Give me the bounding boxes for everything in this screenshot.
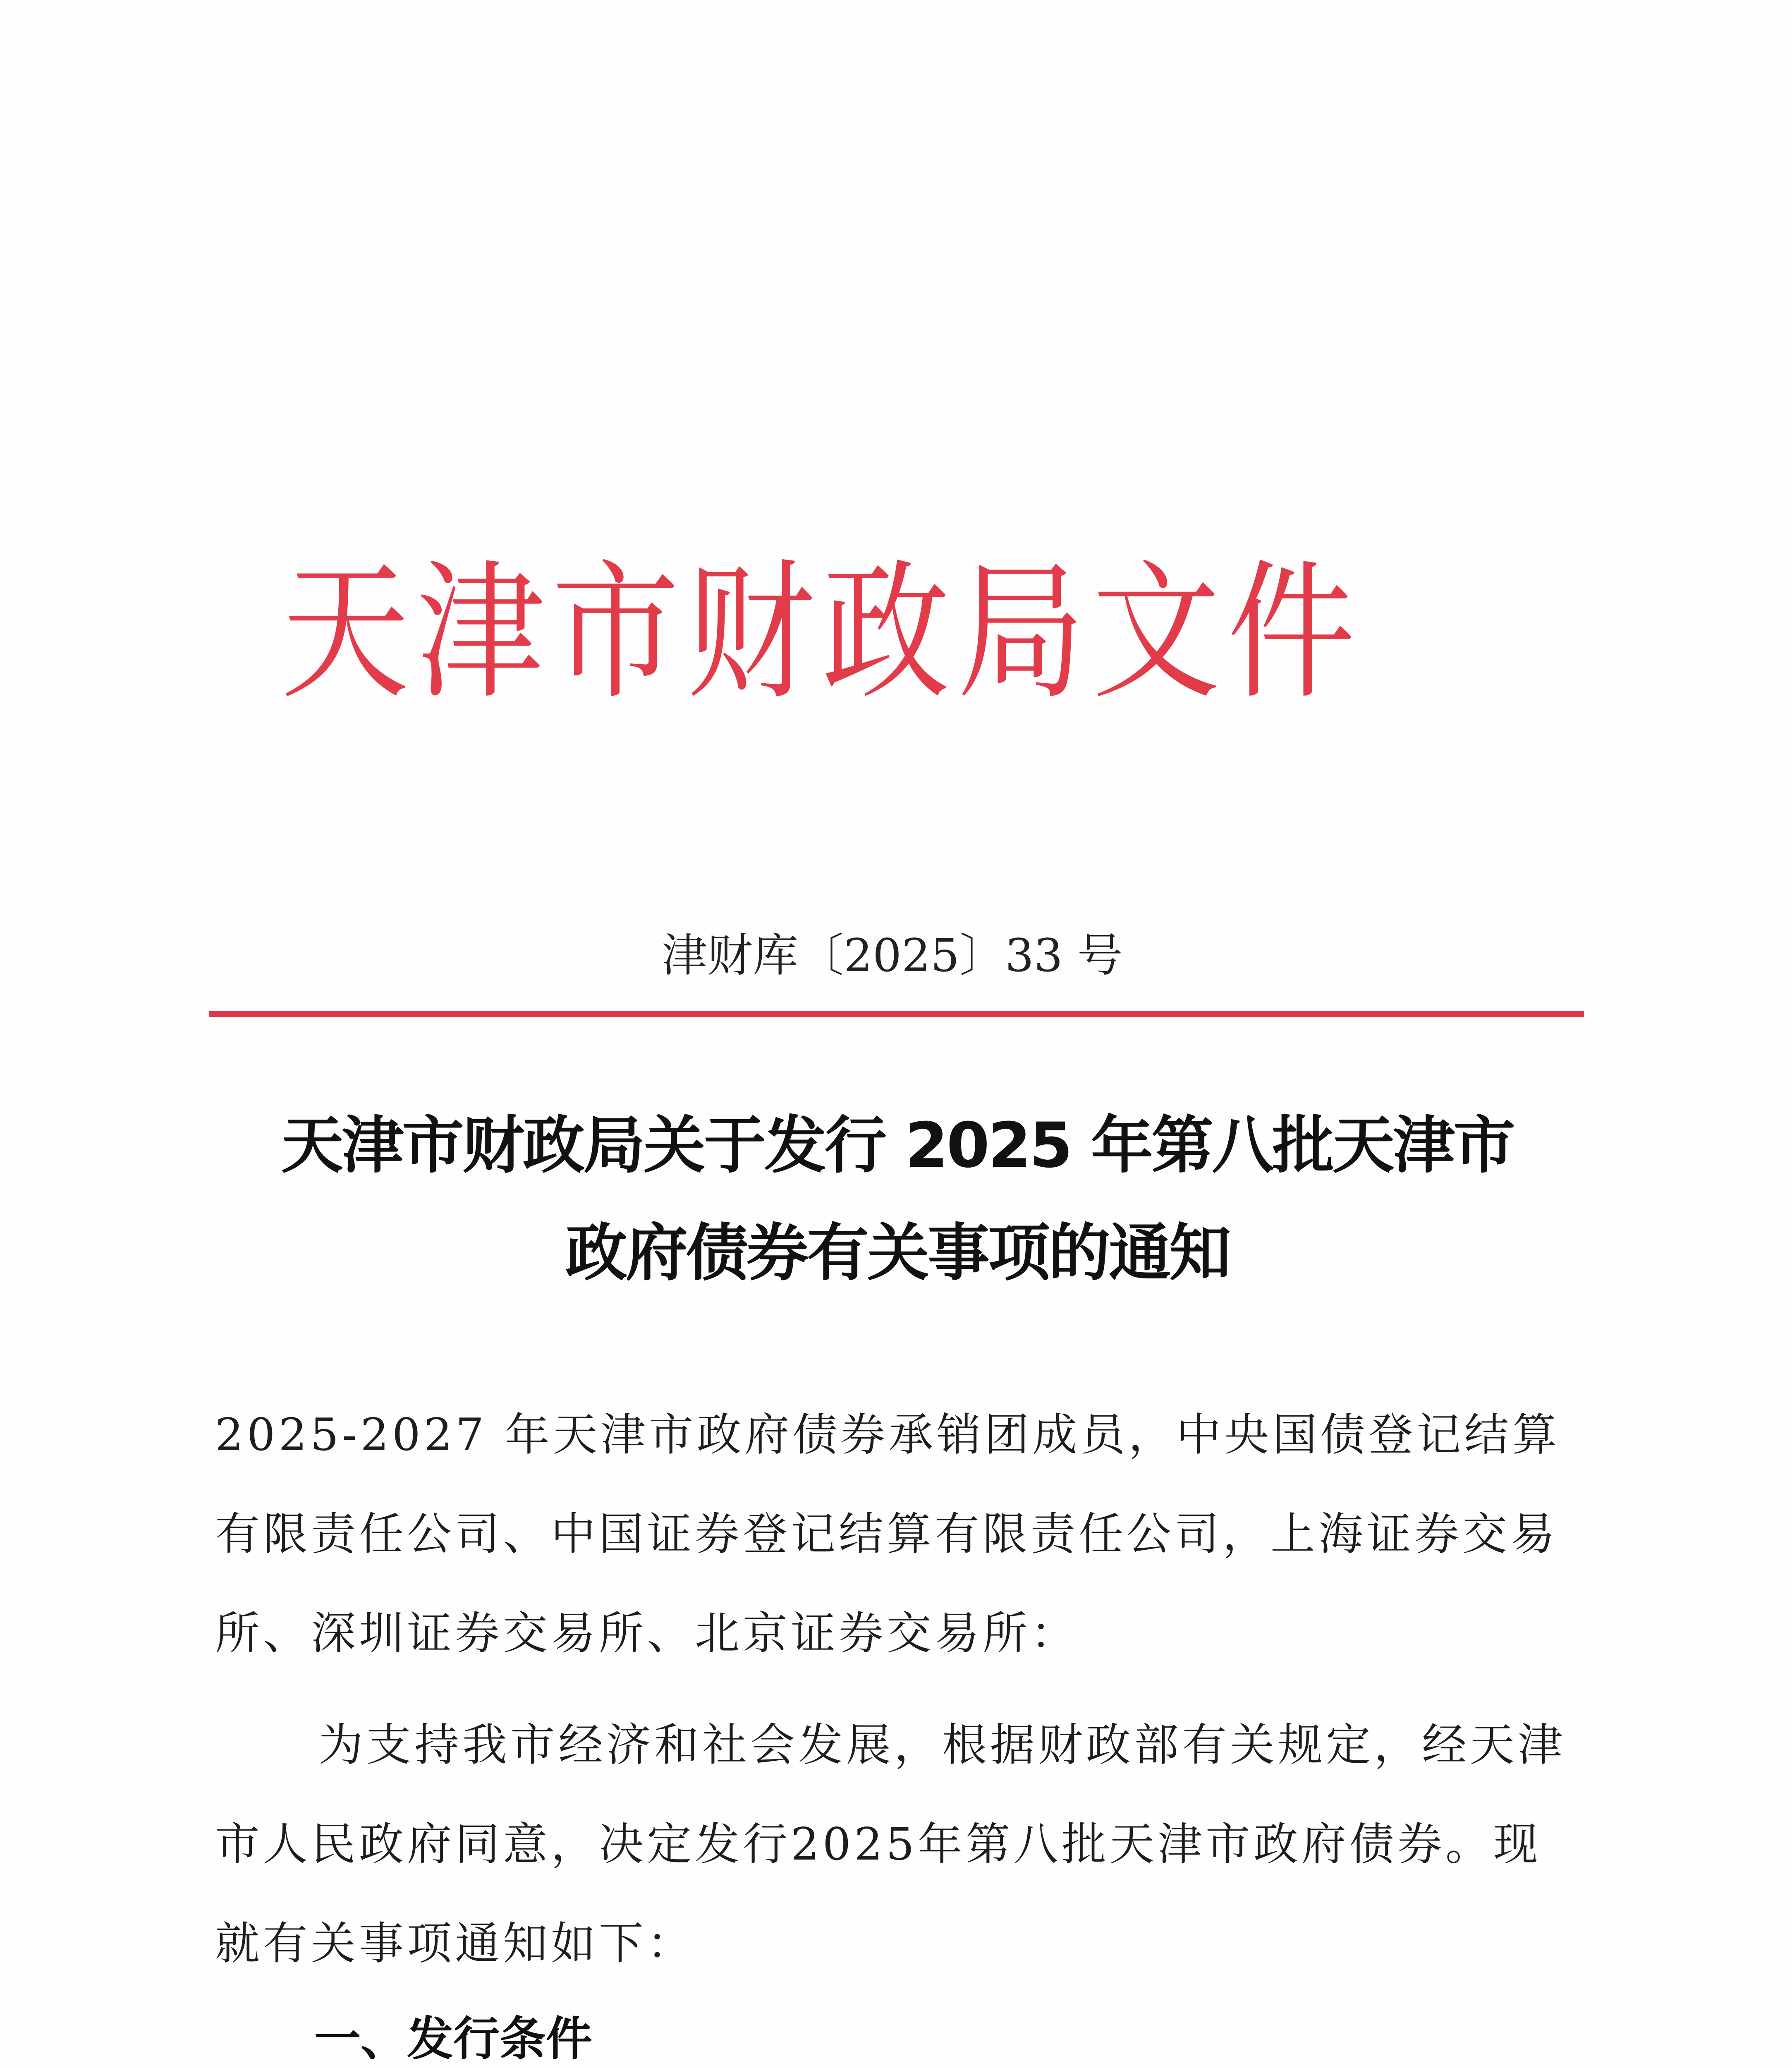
red-divider-rule [209,1011,1584,1017]
issuer-banner: 天津市财政局文件 [281,546,1363,719]
title-line-1: 天津市财政局关于发行 2025 年第八批天津市 [281,1110,1514,1182]
addressee-paragraph: 2025-2027 年天津市政府债券承销团成员，中央国债登记结算有限责任公司、中国证券登记结算有限责任公司，上海证券交易所、深圳证券交易所、北京证券交易所： [215,1409,1560,1659]
document-number: 津财库〔2025〕33 号 [662,929,1123,982]
section-heading-issuance-conditions: 一、发行条件 [314,2012,592,2066]
title-line-2: 政府债券有关事项的通知 [565,1217,1230,1289]
document-title [215,1092,1580,1307]
intro-paragraph: 为支持我市经济和社会发展，根据财政部有关规定，经天津市人民政府同意，决定发行2025年第八批天津市政府债券。现就有关事项通知如下： [215,1719,1566,1970]
